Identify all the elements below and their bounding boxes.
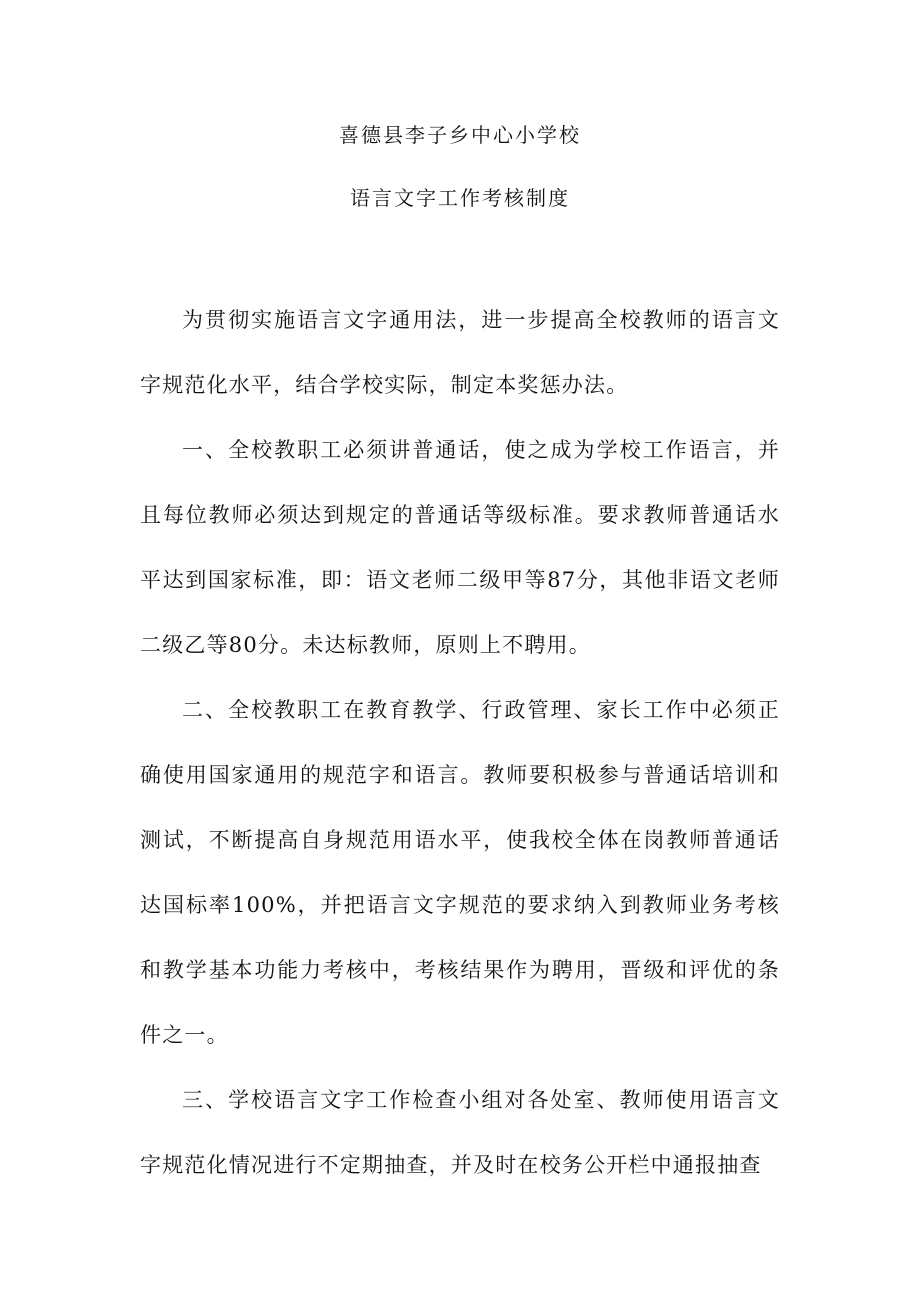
document-body (140, 288, 780, 1198)
paragraph-item-1: 一、全校教职工必须讲普通话，使之成为学校工作语言，并且每位教师必须达到规定的普通话等级标准。要求教师普通话水平达到国家标准，即：语文老师二级甲等87分，其他非语文老师二级乙等80分。未达标教师，原则上不聘用。 (140, 438, 780, 657)
paragraph-item-2: 二、全校教职工在教育教学、行政管理、家长工作中必须正确使用国家通用的规范字和语言。教师要积极参与普通话培训和测试，不断提高自身规范用语水平，使我校全体在岗教师普通话达国标率100%，并把语言文字规范的要求纳入到教师业务考核和教学基本功能力考核中，考核结果作为聘用，晋级和评优的条件之一。 (140, 698, 780, 1047)
paragraph-item-3: 三、学校语言文字工作检查小组对各处室、教师使用语言文字规范化情况进行不定期抽查，并及时在校务公开栏中通报抽查 (140, 1088, 780, 1177)
paragraph-intro: 为贯彻实施语言文字通用法，进一步提高全校教师的语言文字规范化水平，结合学校实际，制定本奖惩办法。 (140, 308, 780, 397)
document-title-policy: 语言文字工作考核制度 (350, 186, 570, 210)
document-title-school: 喜德县李子乡中心小学校 (339, 123, 581, 147)
